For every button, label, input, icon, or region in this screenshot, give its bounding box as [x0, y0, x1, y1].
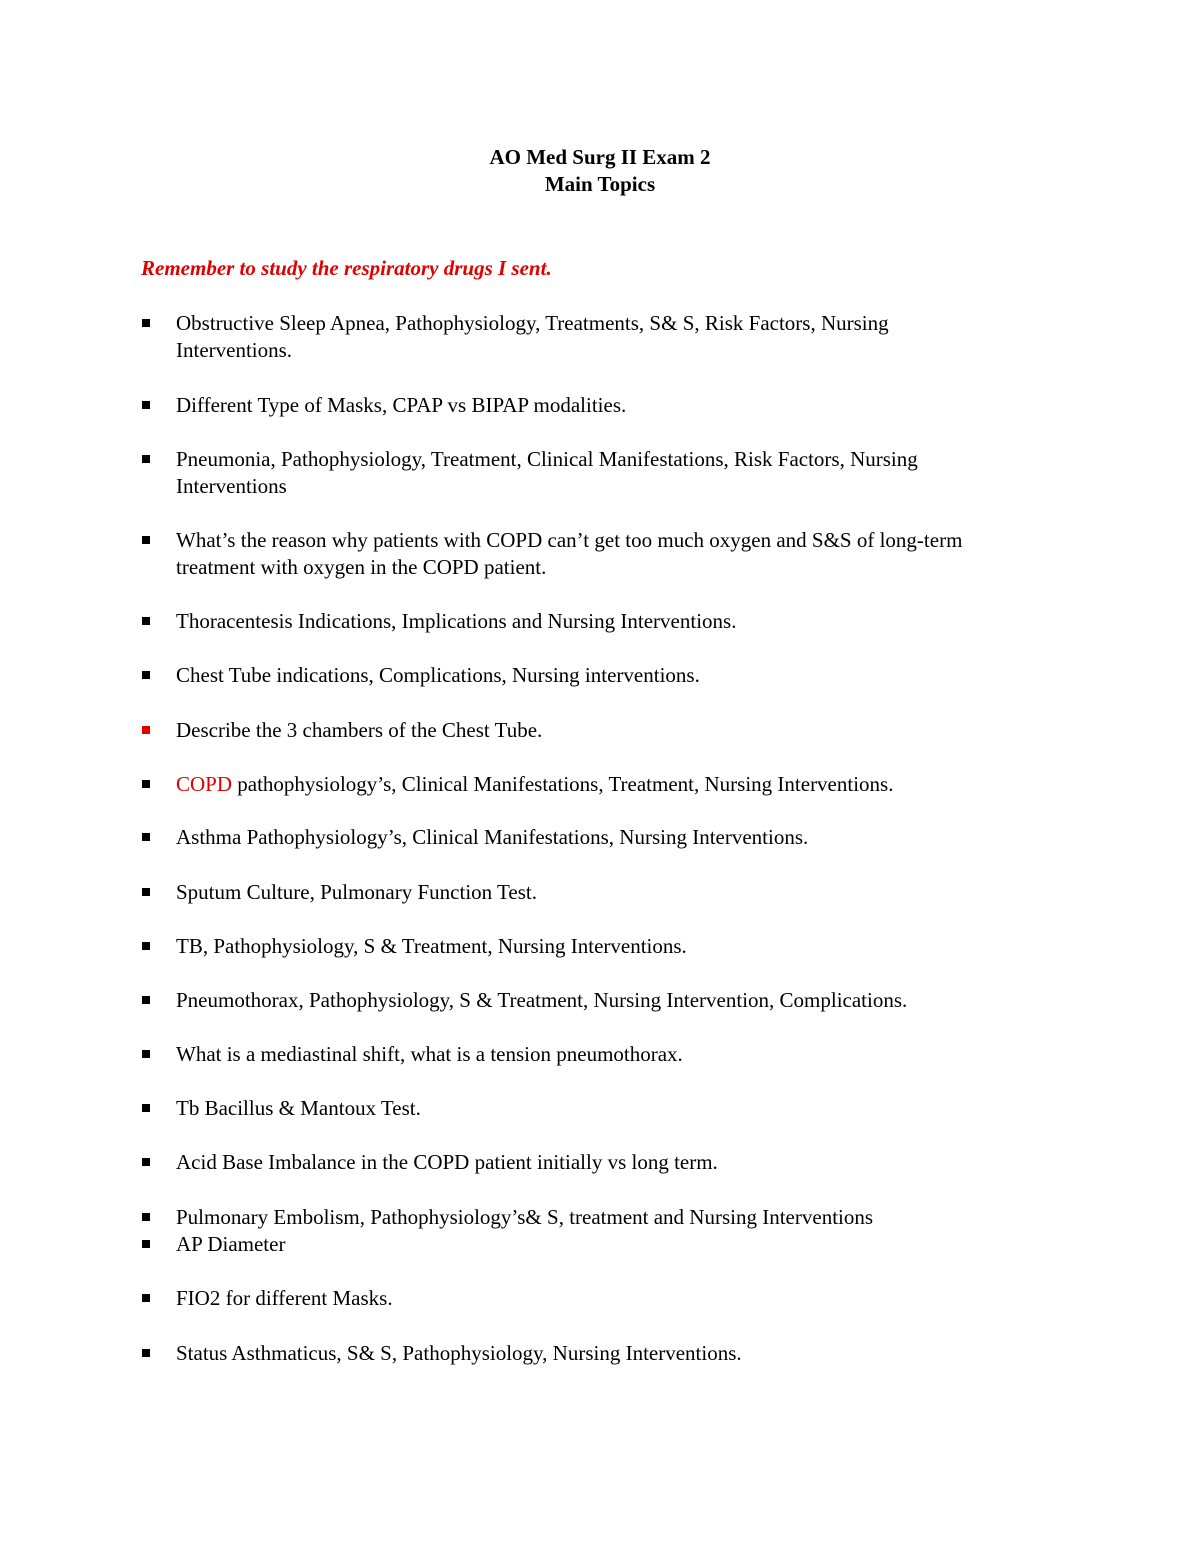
square-bullet-icon — [142, 996, 150, 1004]
square-bullet-icon — [142, 455, 150, 463]
list-item-text: Sputum Culture, Pulmonary Function Test. — [176, 880, 537, 904]
list-item-text: Pneumothorax, Pathophysiology, S & Treatment, Nursing Intervention, Complications. — [176, 988, 908, 1012]
square-bullet-icon — [142, 888, 150, 896]
list-item-text: AP Diameter — [176, 1232, 286, 1256]
square-bullet-icon — [142, 1050, 150, 1058]
list-item-text: Chest Tube indications, Complications, Nursing interventions. — [176, 663, 700, 687]
list-item-text: Obstructive Sleep Apnea, Pathophysiology, Treatments, S& S, Risk Factors, Nursing Interventions. — [176, 311, 889, 362]
square-bullet-icon — [142, 536, 150, 544]
list-item-text: TB, Pathophysiology, S & Treatment, Nursing Interventions. — [176, 934, 687, 958]
document-title: AO Med Surg II Exam 2 — [489, 145, 711, 169]
list-item-text: Thoracentesis Indications, Implications and Nursing Interventions. — [176, 609, 737, 633]
document-subtitle: Main Topics — [544, 172, 656, 196]
list-item-text: Asthma Pathophysiology’s, Clinical Manifestations, Nursing Interventions. — [176, 825, 809, 849]
list-item-text: FIO2 for different Masks. — [176, 1286, 393, 1310]
square-bullet-icon — [142, 833, 150, 841]
highlighted-term: COPD — [176, 772, 233, 796]
square-bullet-icon — [142, 671, 150, 679]
square-bullet-icon — [142, 617, 150, 625]
square-bullet-icon — [142, 1349, 150, 1357]
square-bullet-icon — [142, 1213, 150, 1221]
list-item-text: Different Type of Masks, CPAP vs BIPAP modalities. — [176, 393, 627, 417]
list-item-text: What is a mediastinal shift, what is a tension pneumothorax. — [176, 1042, 683, 1066]
square-bullet-icon — [142, 1158, 150, 1166]
list-item-text: What’s the reason why patients with COPD can’t get too much oxygen and S&S of long-term treatment with oxygen in the COPD patient. — [176, 528, 963, 579]
square-bullet-icon — [142, 319, 150, 327]
red-square-bullet-icon — [142, 726, 150, 734]
list-item-text: Pneumonia, Pathophysiology, Treatment, Clinical Manifestations, Risk Factors, Nursing Interventions — [176, 447, 918, 498]
list-item-text: Describe the 3 chambers of the Chest Tube. — [176, 718, 543, 742]
list-item-text: Status Asthmaticus, S& S, Pathophysiology, Nursing Interventions. — [176, 1341, 742, 1365]
list-item-text: Tb Bacillus & Mantoux Test. — [176, 1096, 421, 1120]
square-bullet-icon — [142, 942, 150, 950]
list-item-text: Pulmonary Embolism, Pathophysiology’s& S, treatment and Nursing Interventions — [176, 1205, 874, 1229]
reminder-note: Remember to study the respiratory drugs I sent. — [141, 256, 552, 280]
square-bullet-icon — [142, 401, 150, 409]
list-item-text: Acid Base Imbalance in the COPD patient initially vs long term. — [176, 1150, 718, 1174]
square-bullet-icon — [142, 780, 150, 788]
list-item-text: COPD pathophysiology’s, Clinical Manifestations, Treatment, Nursing Interventions. — [176, 772, 894, 796]
square-bullet-icon — [142, 1240, 150, 1248]
square-bullet-icon — [142, 1294, 150, 1302]
square-bullet-icon — [142, 1104, 150, 1112]
title-block — [0, 144, 1200, 198]
